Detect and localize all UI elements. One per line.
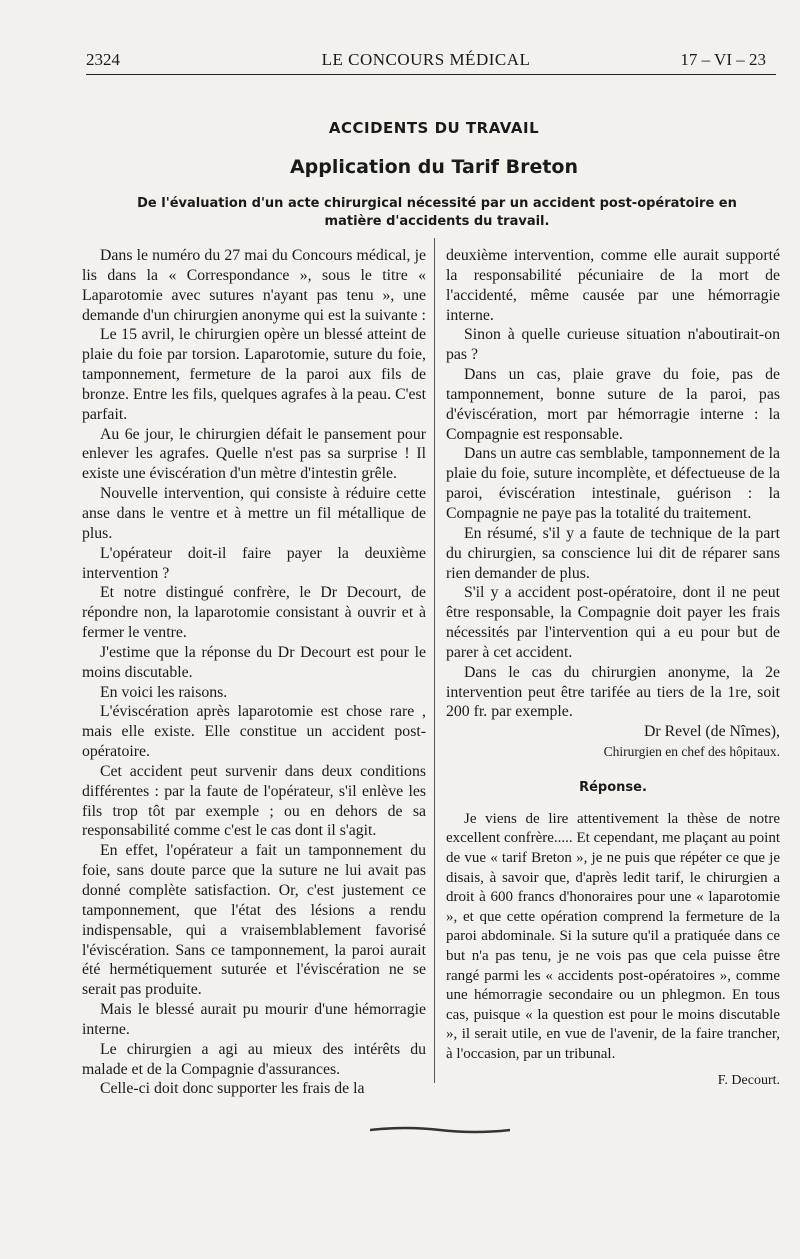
paragraph: Et notre distingué confrère, le Dr Decourt, de répondre non, la laparotomie consistant à ouvrir et à fermer le ventre. bbox=[82, 584, 426, 642]
paragraph: Mais le blessé aurait pu mourir d'une hémorragie interne. bbox=[82, 1001, 426, 1038]
paragraph: L'opérateur doit-il faire payer la deuxième intervention ? bbox=[82, 544, 426, 582]
reply-signature: F. Decourt. bbox=[717, 1072, 780, 1088]
letter-signature-title: Chirurgien en chef des hôpitaux. bbox=[603, 744, 780, 760]
right-column bbox=[446, 246, 780, 1090]
paragraph: En effet, l'opérateur a fait un tamponnement du foie, sans doute parce que la suture ne lui avait pas donné complète satisfaction. Or, c'est justement ce tamponnement, que l'état des lésions a rendu indispensable, qui a vraisemblablement favorisé l'éviscération. Sans ce tamponnement, la paroi aurait été hermétiquement suturée et l'éviscération ne se serait pas produite. bbox=[82, 842, 426, 999]
paragraph: Dans un cas, plaie grave du foie, pas de tamponnement, bonne suture de la paroi, pas d'éviscération, mort par hémorragie interne : la Compagnie est responsable. bbox=[446, 366, 780, 443]
article-subtitle: De l'évaluation d'un acte chirurgical nécessité par un accident post-opératoire en matière d'accidents du travail. bbox=[137, 196, 737, 229]
reply-heading: Réponse. bbox=[579, 779, 647, 795]
page-header bbox=[86, 48, 766, 74]
end-ornament-icon bbox=[370, 1125, 510, 1135]
header-rule bbox=[86, 74, 776, 75]
paragraph: Dans un autre cas semblable, tamponnement de la plaie du foie, suture incomplète, et défectueuse de la paroi, éviscération intestinale, guérison : la Compagnie ne paye pas la totalité du traitement. bbox=[446, 445, 780, 522]
paragraph: Dans le numéro du 27 mai du Concours médical, je lis dans la « Correspondance », sous le titre « Laparotomie avec sutures n'ayant pas tenu », une demande d'un chirurgien anonyme qui est la suivante : bbox=[82, 247, 426, 324]
paragraph: S'il y a accident post-opératoire, dont il ne peut être responsable, la Compagnie doit payer les frais nécessités par l'intervention qui a eu pour but de parer à cet accident. bbox=[446, 584, 780, 661]
paragraph: Au 6e jour, le chirurgien défait le pansement pour enlever les agrafes. Quelle n'est pas sa surprise ! Il existe une éviscération d'un mètre d'intestin grêle. bbox=[82, 425, 426, 483]
issue-date: 17 – VI – 23 bbox=[680, 50, 766, 69]
paragraph: Celle-ci doit donc supporter les frais de la bbox=[100, 1080, 365, 1098]
left-column bbox=[82, 246, 426, 1099]
paragraph: Sinon à quelle curieuse situation n'aboutirait-on pas ? bbox=[446, 326, 780, 364]
paragraph: Je viens de lire attentivement la thèse de notre excellent confrère..... Et cependant, me plaçant au point de vue « tarif Breton », je ne puis que répéter ce que je disais, à savoir que, d'après ledit tarif, le chirurgien a droit à 600 francs d'honoraires pour une « laparotomie », et que cette opération comprend la fermeture de la paroi abdominale. Si la suture qu'il a pratiquée dans ce but n'a pas tenu, je ne vois pas que cela puisse être rangé parmi les « accidents post-opératoires », comme une hémorragie secondaire ou un phlegmon. En tous cas, puisque « la question est pour le moins discutable », il serait utile, en vue de l'avenir, de la faire trancher, à l'occasion, par un tribunal. bbox=[446, 810, 780, 1062]
paragraph: Cet accident peut survenir dans deux conditions différentes : par la faute de l'opérateur, s'il enlève les fils trop tôt par exemple ; ou en dehors de sa responsabilité comme c'est le cas dont il s'agit. bbox=[82, 762, 426, 840]
paragraph: En voici les raisons. bbox=[100, 683, 228, 701]
column-divider bbox=[434, 238, 435, 1083]
paragraph: Le 15 avril, le chirurgien opère un blessé atteint de plaie du foie par torsion. Laparotomie, suture du foie, tamponnement, fermeture de la paroi aux fils de bronze. Entre les fils, quelques agrafes à la peau. C'est parfait. bbox=[82, 326, 426, 423]
paragraph: Dans le cas du chirurgien anonyme, la 2e intervention peut être tarifée au tiers de la 1re, soit 200 fr. par exemple. bbox=[446, 663, 780, 721]
page-number: 2324 bbox=[86, 50, 120, 69]
letter-signature: Dr Revel (de Nîmes), bbox=[644, 723, 780, 741]
paragraph: L'éviscération après laparotomie est chose rare , mais elle existe. Elle constitue un accident post-opératoire. bbox=[82, 703, 426, 761]
paragraph: Le chirurgien a agi au mieux des intérêts du malade et de la Compagnie d'assurances. bbox=[82, 1040, 426, 1078]
paragraph: En résumé, s'il y a faute de technique de la part du chirurgien, sa conscience lui dit de réparer sans rien demander de plus. bbox=[446, 524, 780, 582]
paragraph: Nouvelle intervention, qui consiste à réduire cette anse dans le ventre et à mettre un fil métallique de plus. bbox=[82, 485, 426, 542]
paragraph: J'estime que la réponse du Dr Decourt est pour le moins discutable. bbox=[82, 643, 426, 681]
paragraph: deuxième intervention, comme elle aurait supporté la responsabilité pécuniaire de la mort de l'accidenté, même causée par une hémorragie interne. bbox=[446, 247, 780, 324]
journal-title: LE CONCOURS MÉDICAL bbox=[321, 50, 531, 69]
section-title: ACCIDENTS DU TRAVAIL bbox=[328, 119, 540, 137]
reply-body bbox=[446, 810, 780, 1065]
article-title: Application du Tarif Breton bbox=[289, 156, 579, 178]
